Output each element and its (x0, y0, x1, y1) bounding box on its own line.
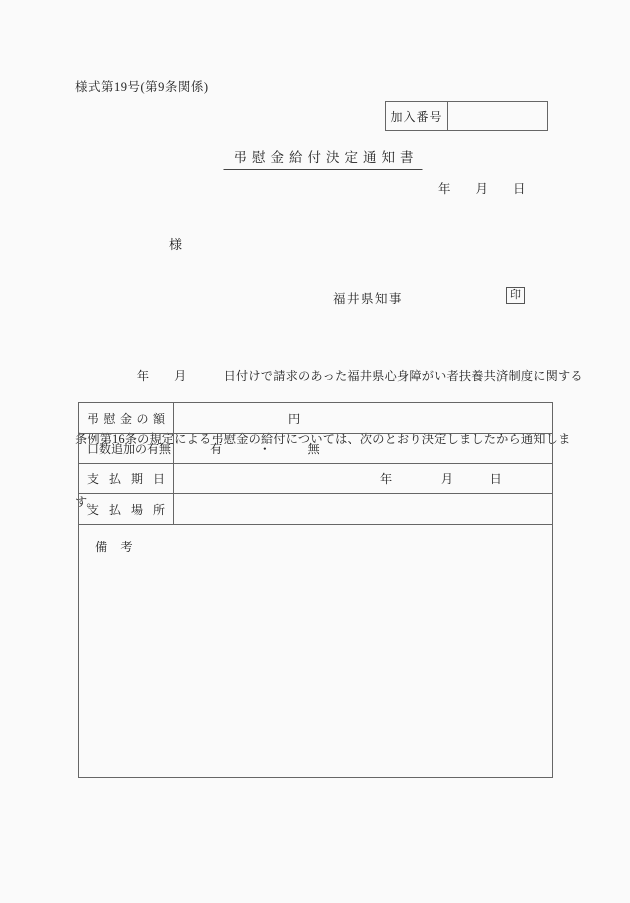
seal-mark: 印 (506, 287, 525, 304)
form-number: 様式第19号(第9条関係) (75, 80, 209, 94)
payment-place-field (174, 494, 553, 525)
body-line-1: 年 月 日付けで請求のあった福井県心身障がい者扶養共済制度に関する (75, 369, 583, 383)
additional-units-label: 口数追加の有無 (79, 434, 174, 464)
payment-date-label: 支 払 期 日 (79, 464, 174, 494)
row-additional-units (79, 434, 553, 464)
member-number-box (385, 101, 548, 131)
remarks-field: 備 考 (79, 525, 553, 778)
member-number-label: 加入番号 (386, 102, 448, 130)
body-line-3: す。 (75, 495, 99, 509)
decision-table (78, 402, 553, 778)
condolence-amount-field: 円 (174, 403, 553, 434)
additional-units-field: 有 ・ 無 (174, 434, 553, 464)
payment-place-label: 支 払 場 所 (79, 494, 174, 525)
condolence-amount-label: 弔 慰 金 の 額 (79, 403, 174, 434)
issuer-name: 福井県知事 (333, 292, 404, 306)
issue-date-line: 年 月 日 (438, 182, 526, 196)
payment-date-field: 年 月 日 (174, 464, 553, 494)
document-title: 弔慰金給付決定通知書 (224, 146, 423, 170)
body-line-2: 条例第16条の規定による弔慰金の給付については、次のとおり決定しましたから通知しま (75, 432, 571, 446)
row-payment-date (79, 464, 553, 494)
member-number-field (448, 102, 547, 130)
row-remarks (79, 525, 553, 778)
row-payment-place (79, 494, 553, 525)
row-condolence-amount (79, 403, 553, 434)
addressee-honorific: 様 (169, 237, 183, 252)
